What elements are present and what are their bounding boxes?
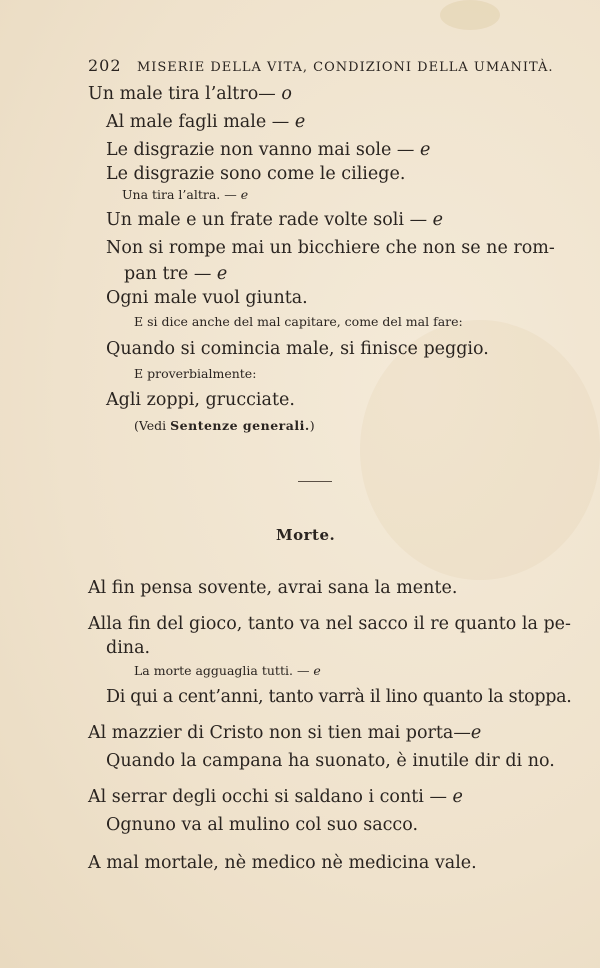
proverb-line: Non si rompe mai un bicchiere che non se ne rom- [106,238,555,258]
proverb-line: A mal mortale, nè medico nè medicina vale. [88,853,477,873]
proverb-line: Le disgrazie sono come le ciliege. [106,164,406,184]
running-title: MISERIE DELLA VITA, CONDIZIONI DELLA UMANITÀ. [136,60,554,75]
proverb-line: Quando la campana ha suonato, è inutile dir di no. [106,751,555,771]
section-title: Morte. [276,526,336,544]
page-number: 202 [88,56,122,75]
proverb-line: Ogni male vuol giunta. [106,288,308,308]
proverb-line: Quando si comincia male, si finisce peggio. [106,339,489,359]
proverb-line: Ognuno va al mulino col suo sacco. [106,815,419,835]
proverb-line: Un male e un frate rade volte soli — e [106,210,443,230]
proverb-line: Di qui a cent’anni, tanto varrà il lino quanto la stoppa. [106,687,572,707]
proverb-subline: E si dice anche del mal capitare, come del mal fare: [134,314,463,329]
paper-stain [360,320,600,580]
proverb-subline: La morte agguaglia tutti. — e [134,663,321,678]
section-divider [298,481,332,482]
proverb-line: Al mazzier di Cristo non si tien mai porta—e [88,723,482,743]
cross-reference-target: Sentenze generali. [170,418,310,433]
proverb-line: pan tre — e [124,264,228,284]
proverb-line: Al serrar degli occhi si saldano i conti — e [88,787,463,807]
proverb-subline: Una tira l’altra. — e [122,187,249,202]
page-header [88,58,554,74]
cross-reference: (Vedi Sentenze generali.) [134,418,315,433]
proverb-line: Le disgrazie non vanno mai sole — e [106,140,431,160]
proverb-line: Un male tira l’altro— o [88,84,292,104]
proverb-line: Alla fin del gioco, tanto va nel sacco il re quanto la pe- [88,614,571,634]
proverb-line: Al male fagli male — e [106,112,306,132]
proverb-line: Agli zoppi, grucciate. [106,390,295,410]
proverb-line: dina. [106,638,151,658]
proverb-line: Al fin pensa sovente, avrai sana la mente. [88,578,458,598]
proverb-subline: E proverbialmente: [134,366,257,381]
paper-stain [440,0,500,30]
